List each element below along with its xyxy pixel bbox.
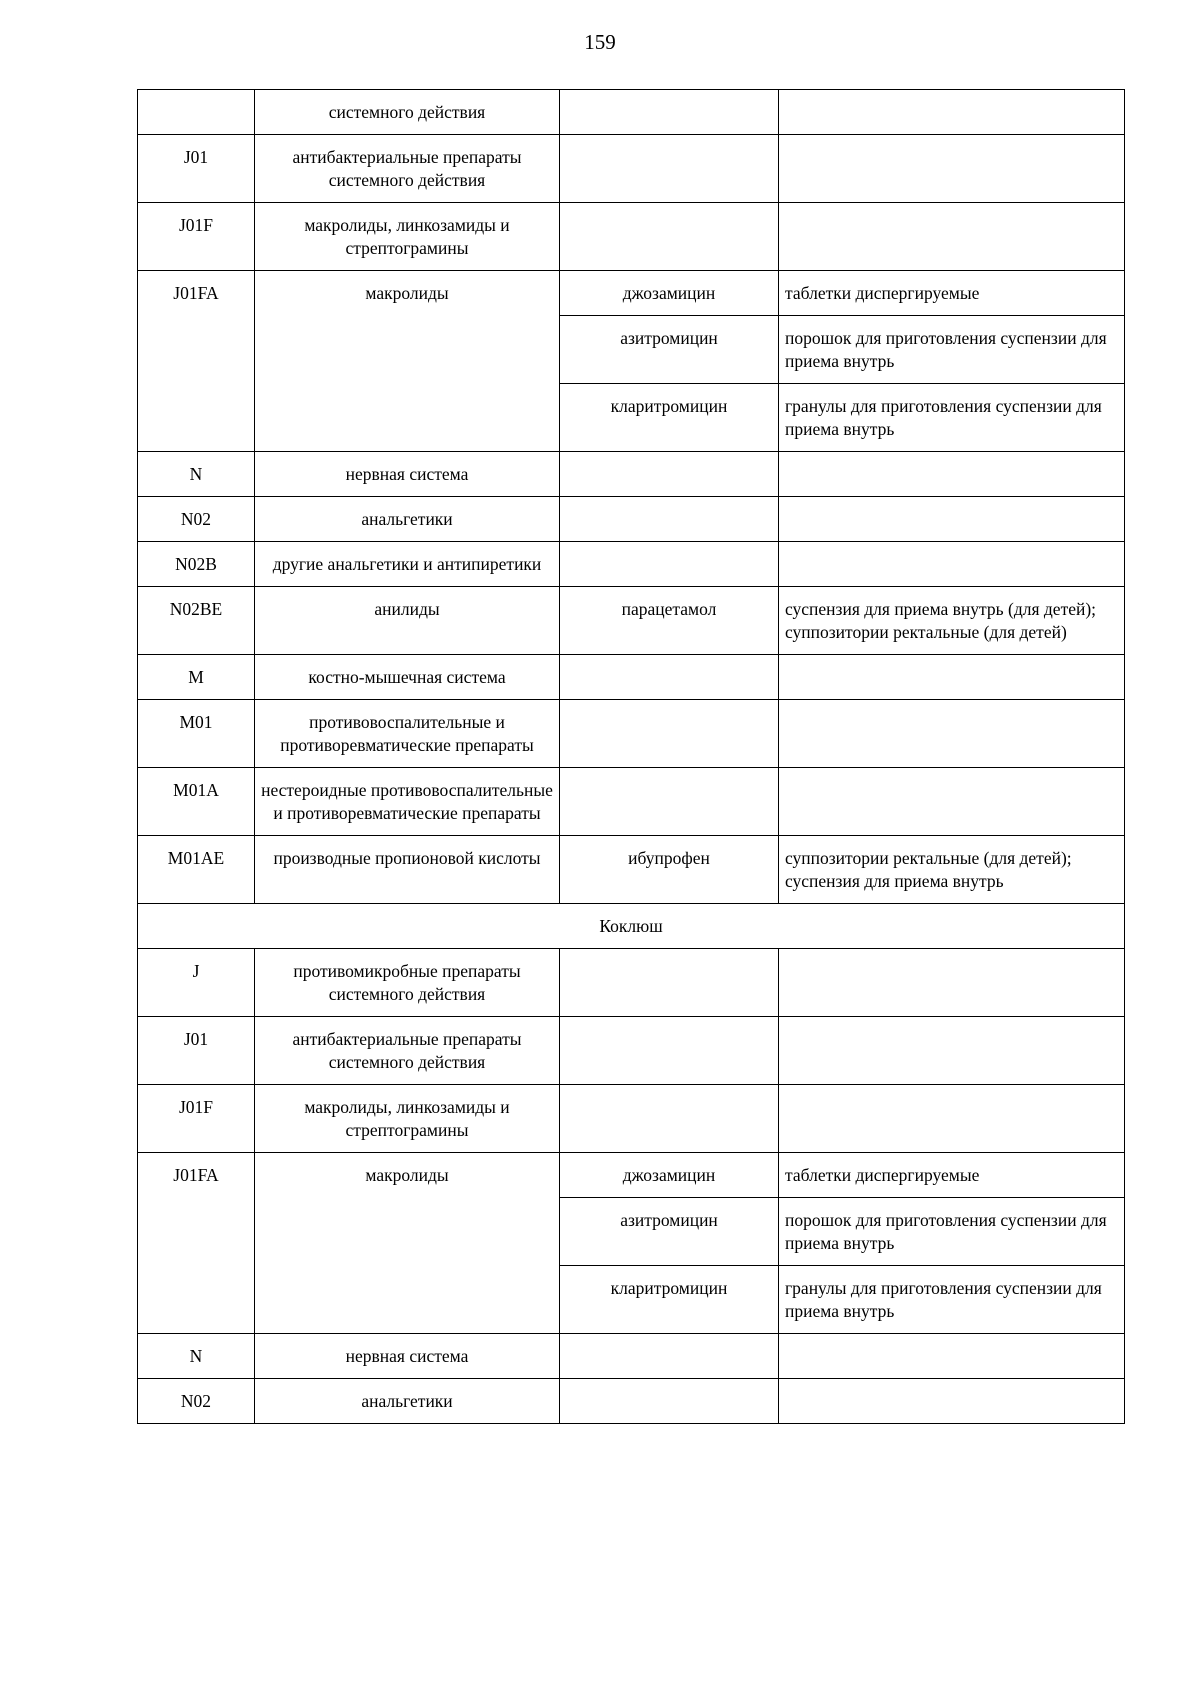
dosage-form-cell: порошок для приготовления суспензии для приема внутрь [779,316,1125,384]
atc-code-cell: N [138,1334,255,1379]
atc-group-cell: системного действия [255,90,560,135]
atc-group-cell: противомикробные препараты системного действия [255,949,560,1017]
drug-name-cell: кларитромицин [560,384,779,452]
drug-name-cell [560,1334,779,1379]
atc-group-cell: нервная система [255,452,560,497]
atc-code-cell: J01 [138,135,255,203]
dosage-form-cell: порошок для приготовления суспензии для приема внутрь [779,1198,1125,1266]
atc-group-cell: нервная система [255,1334,560,1379]
atc-group-cell: производные пропионовой кислоты [255,836,560,904]
drug-name-cell [560,655,779,700]
dosage-form-cell [779,1085,1125,1153]
atc-code-cell [138,90,255,135]
dosage-form-cell: таблетки диспергируемые [779,271,1125,316]
atc-code-cell: M01 [138,700,255,768]
atc-code-cell: N02 [138,497,255,542]
atc-code-cell: J01 [138,1017,255,1085]
drug-name-cell [560,1017,779,1085]
atc-group-cell: антибактериальные препараты системного действия [255,135,560,203]
atc-code-cell: M01A [138,768,255,836]
dosage-form-cell [779,836,1125,904]
drug-name-cell [560,542,779,587]
drug-name-cell [560,452,779,497]
dosage-form-cell [779,135,1125,203]
dosage-form-cell [779,949,1125,1017]
table-row [138,700,1125,768]
atc-code-cell: M01AE [138,836,255,904]
table-row [138,135,1125,203]
table-row [138,1085,1125,1153]
table-row [138,203,1125,271]
atc-group-cell: макролиды [255,1153,560,1334]
atc-code-cell: N02 [138,1379,255,1424]
dosage-form-cell [779,542,1125,587]
atc-group-cell: макролиды, линкозамиды и стрептограмины [255,203,560,271]
table-row [138,90,1125,135]
table-row [138,1153,1125,1198]
atc-code-cell: J01F [138,1085,255,1153]
atc-code-cell: J [138,949,255,1017]
drug-name-cell [560,135,779,203]
dosage-form-cell: таблетки диспергируемые [779,1153,1125,1198]
dosage-form-cell [779,203,1125,271]
table-row [138,1017,1125,1085]
dosage-form-line: суспензия для приема внутрь [785,871,1004,891]
dosage-form-line: суппозитории ректальные (для детей) [785,622,1067,642]
atc-group-cell: костно-мышечная система [255,655,560,700]
table-row [138,587,1125,655]
atc-group-cell: нестероидные противовоспалительные и противоревматические препараты [255,768,560,836]
dosage-form-cell: гранулы для приготовления суспензии для приема внутрь [779,1266,1125,1334]
drug-name-cell: ибупрофен [560,836,779,904]
table-row [138,452,1125,497]
table-row [138,542,1125,587]
dosage-form-cell [779,700,1125,768]
table-row [138,497,1125,542]
dosage-form-cell [779,1334,1125,1379]
dosage-form-line: суппозитории ректальные (для детей); [785,848,1072,868]
atc-group-cell: противовоспалительные и противоревматические препараты [255,700,560,768]
table-row [138,949,1125,1017]
drug-name-cell [560,203,779,271]
dosage-form-cell [779,497,1125,542]
atc-code-cell: N [138,452,255,497]
drug-name-cell: джозамицин [560,1153,779,1198]
drug-name-cell: азитромицин [560,1198,779,1266]
drug-name-cell [560,1379,779,1424]
atc-group-cell: анальгетики [255,497,560,542]
drug-name-cell: джозамицин [560,271,779,316]
table-row [138,655,1125,700]
dosage-form-cell [779,655,1125,700]
page-number: 159 [584,30,616,54]
drug-name-cell [560,90,779,135]
dosage-form-cell: гранулы для приготовления суспензии для приема внутрь [779,384,1125,452]
table-row [138,768,1125,836]
section-header-row [138,904,1125,949]
drug-name-cell [560,700,779,768]
section-title: Коклюш [138,904,1125,949]
atc-code-cell: N02BE [138,587,255,655]
dosage-form-cell [779,90,1125,135]
dosage-form-cell [779,587,1125,655]
atc-group-cell: другие анальгетики и антипиретики [255,542,560,587]
drug-name-cell [560,1085,779,1153]
table-row [138,1334,1125,1379]
dosage-form-cell [779,452,1125,497]
atc-code-cell: J01FA [138,1153,255,1334]
drug-name-cell [560,949,779,1017]
medication-table [137,89,1125,1424]
dosage-form-line: суспензия для приема внутрь (для детей); [785,599,1097,619]
drug-name-cell [560,497,779,542]
medication-table-body [138,90,1125,1424]
atc-code-cell: J01FA [138,271,255,452]
atc-group-cell: антибактериальные препараты системного действия [255,1017,560,1085]
dosage-form-cell [779,768,1125,836]
drug-name-cell: парацетамол [560,587,779,655]
atc-group-cell: макролиды, линкозамиды и стрептограмины [255,1085,560,1153]
dosage-form-cell [779,1379,1125,1424]
atc-code-cell: N02B [138,542,255,587]
atc-group-cell: анальгетики [255,1379,560,1424]
drug-name-cell [560,768,779,836]
atc-group-cell: макролиды [255,271,560,452]
atc-code-cell: M [138,655,255,700]
atc-group-cell: анилиды [255,587,560,655]
atc-code-cell: J01F [138,203,255,271]
drug-name-cell: кларитромицин [560,1266,779,1334]
drug-name-cell: азитромицин [560,316,779,384]
dosage-form-cell [779,1017,1125,1085]
table-row [138,271,1125,316]
table-row [138,836,1125,904]
table-row [138,1379,1125,1424]
